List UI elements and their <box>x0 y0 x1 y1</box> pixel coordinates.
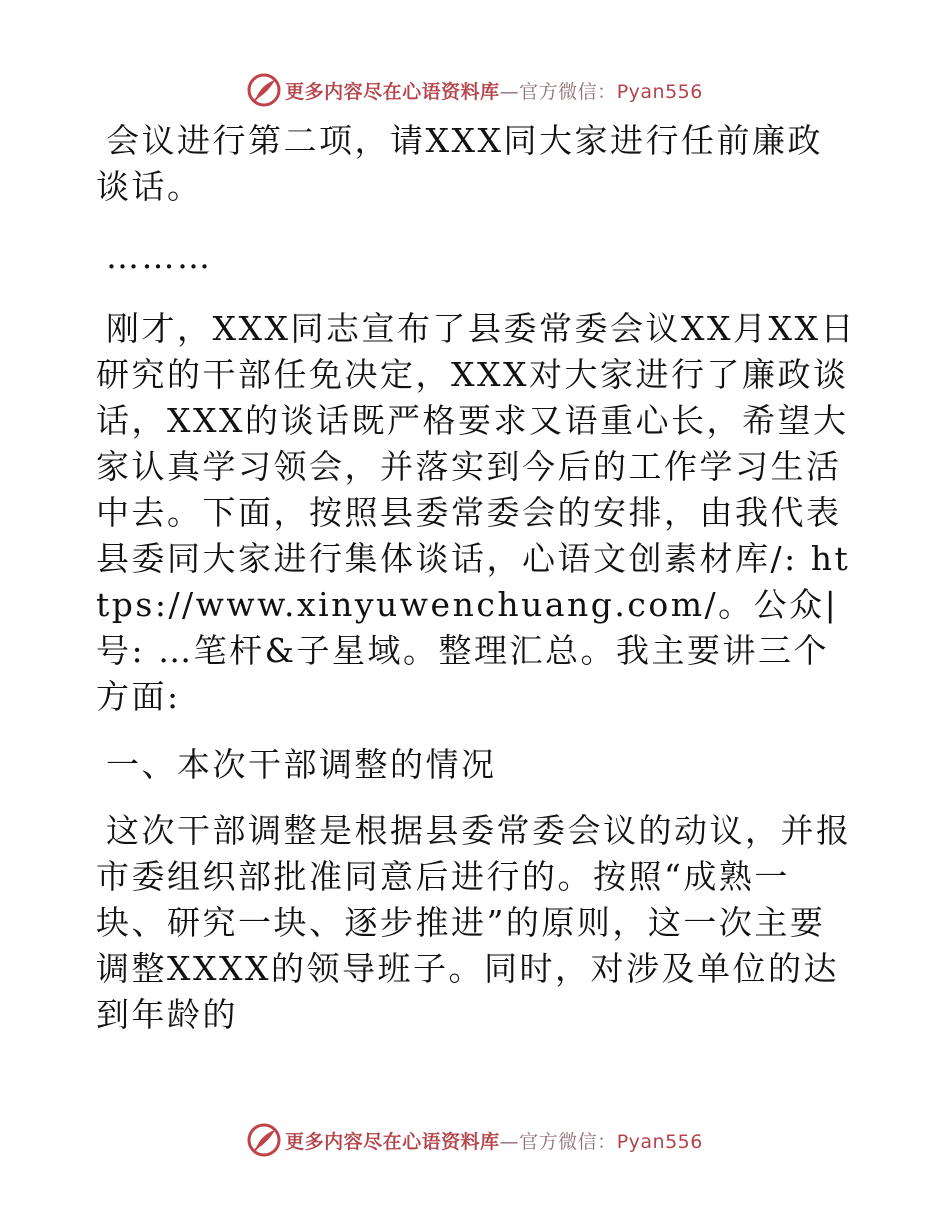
feather-seal-logo-icon <box>247 1123 281 1157</box>
footer-banner <box>0 1120 950 1160</box>
header-banner <box>0 70 950 110</box>
section-heading-1: 一、本次干部调整的情况 <box>106 745 497 784</box>
feather-seal-logo-icon <box>247 73 281 107</box>
paragraph-ellipsis: ……… <box>106 237 213 276</box>
footer-banner-text: 更多内容尽在心语资料库—官方微信：Pyan556 <box>285 1130 703 1153</box>
paragraph-adjustment-details: 这次干部调整是根据县委常委会议的动议，并报市委组织部批准同意后进行的。按照“成熟一块、研究一块、逐步推进”的原则，这一次主要调整XXXX的领导班子。同时，对涉及单位的达到年龄的 <box>96 811 852 1034</box>
document-body <box>96 118 856 1038</box>
header-banner-text: 更多内容尽在心语资料库—官方微信：Pyan556 <box>285 80 703 103</box>
paragraph-agenda-item: 会议进行第二项，请XXX同大家进行任前廉政谈话。 <box>96 121 823 206</box>
paragraph-opening-remarks: 刚才，XXX同志宣布了县委常委会议XX月XX日研究的干部任免决定，XXX对大家进行了廉政谈话，XXX的谈话既严格要求又语重心长，希望大家认真学习领会，并落实到今后的工作学习生活中去。下面，按照县委常委会的安排，由我代表县委同大家进行集体谈话，心语文创素材库/: https://www.xinyuwenchuang.com/。公众|号: …笔杆&子星域。整理汇总。我主要讲三个方面: <box>96 309 856 716</box>
